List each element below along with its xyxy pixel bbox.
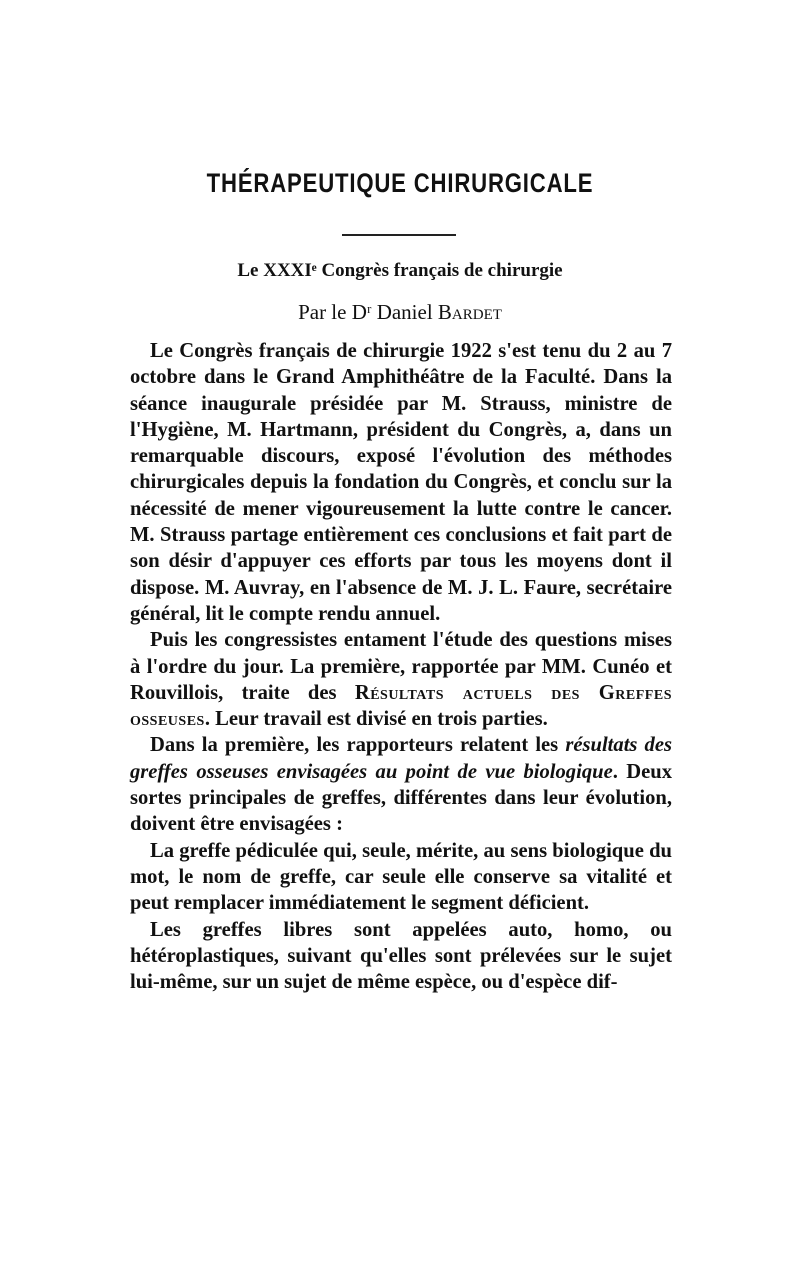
paragraph-2-small-caps: Résultats actuels des Greffes osseuses [130, 681, 672, 731]
paragraph-2-text-b: . Leur travail est divisé en trois parties. [204, 708, 548, 731]
paragraph-3 [130, 732, 672, 837]
author-surname: Bardet [437, 300, 502, 324]
paragraph-3-text-a: Dans la première, les rapporteurs relatent les [150, 734, 559, 757]
paragraph-4: La greffe pédiculée qui, seule, mérite, au sens biologique du mot, le nom de greffe, car seule elle conserve sa vitalité et peut remplacer immédiatement le segment déficient. [130, 839, 672, 915]
byline [0, 300, 800, 325]
section-title: THÉRAPEUTIQUE CHIRURGICALE [206, 168, 594, 198]
paragraph-3-italic: résultats des greffes osseuses envisagées au point de vue biologique [130, 734, 672, 783]
article-title: Le XXXIᵉ Congrès français de chirurgie [237, 260, 563, 281]
byline-prefix: Par le Dʳ Daniel [298, 300, 433, 324]
article-body [130, 338, 672, 995]
paragraph-2-text-a: Puis les congressistes entament l'étude des questions mises à l'ordre du jour. La première, rapportée par MM. Cunéo et Rouvillois, traite des [130, 629, 672, 704]
paragraph-5: Les greffes libres sont appelées auto, homo, ou hétéroplastiques, suivant qu'elles sont prélevées sur le sujet lui-même, sur un sujet de même espèce, ou d'espèce dif- [130, 918, 672, 994]
paragraph-2 [130, 627, 672, 732]
paragraph-1: Le Congrès français de chirurgie 1922 s'est tenu du 2 au 7 octobre dans le Grand Amphithéâtre de la Faculté. Dans la séance inaugurale présidée par M. Strauss, ministre de l'Hygiène, M. Hartmann, président du Congrès, a, dans un remarquable discours, exposé l'évolution des méthodes chirurgicales depuis la fondation du Congrès, et conclu sur la nécessité de mener vigoureusement la lutte contre le cancer. M. Strauss partage entièrement ces conclusions et fait part de son désir d'appuyer ces efforts par tous les moyens dont il dispose. M. Auvray, en l'absence de M. J. L. Faure, secrétaire général, lit le compte rendu annuel. [130, 340, 672, 625]
paragraph-3-text-b: . Deux sortes principales de greffes, différentes dans leur évolution, doivent être envisagées : [130, 760, 673, 836]
title-divider [342, 234, 456, 236]
